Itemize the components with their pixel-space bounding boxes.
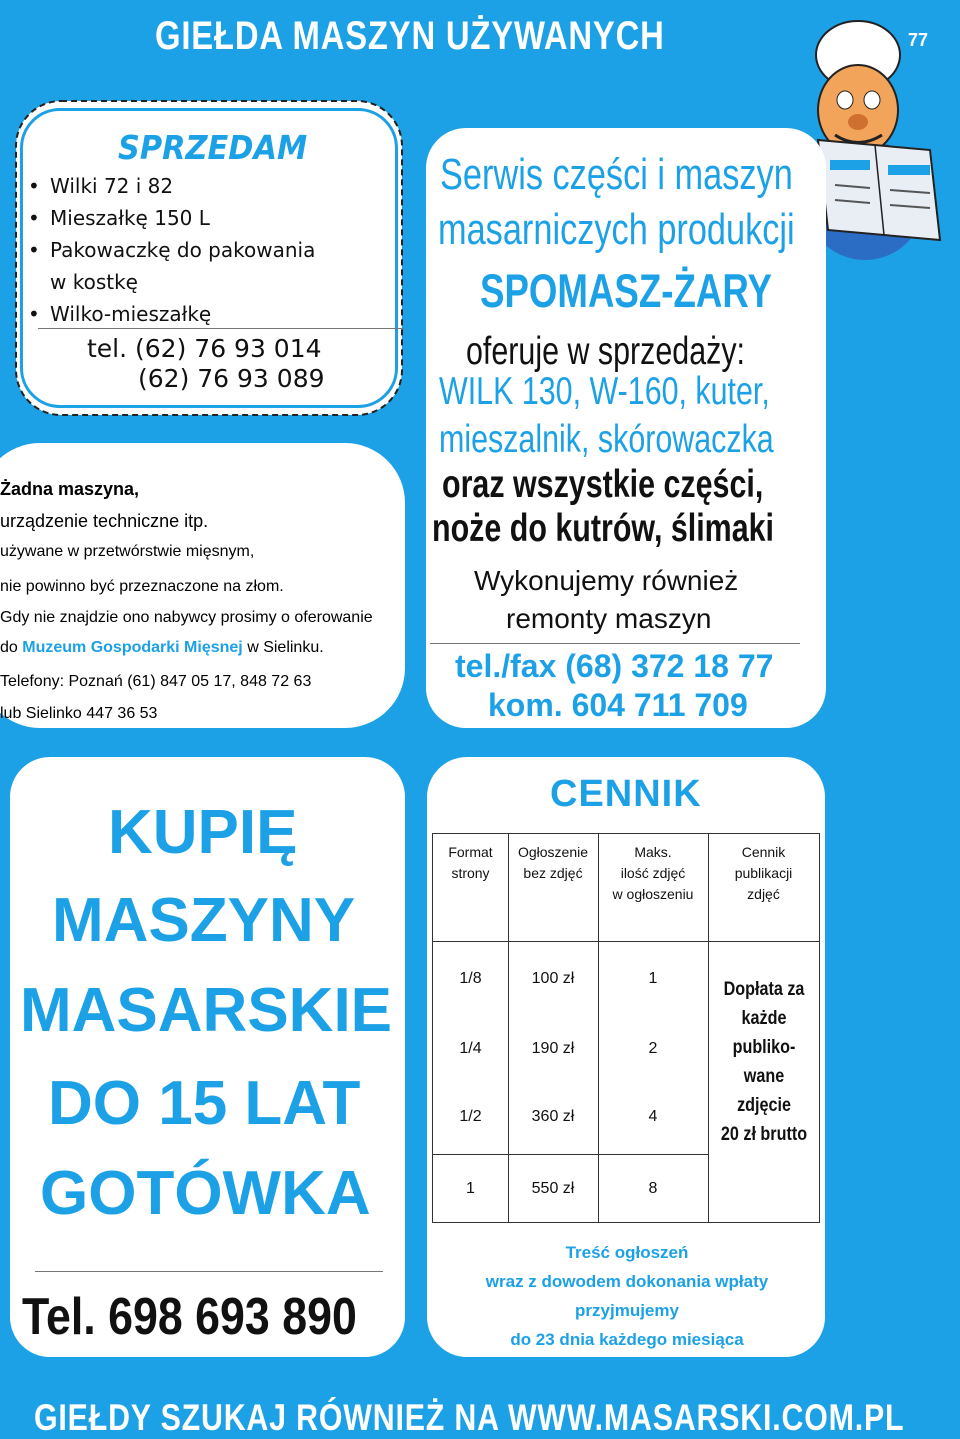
table-header: Maks. ilość zdjęć w ogłoszeniu — [612, 844, 694, 902]
table-cell: 1 — [466, 1180, 475, 1197]
sell-ad-phone-1: tel. (62) 76 93 014 — [87, 334, 322, 363]
list-item: • Mieszałkę 150 L — [28, 206, 210, 230]
table-cell: 8 — [648, 1180, 658, 1197]
buy-ad-line: MASARSKIE — [20, 976, 393, 1045]
sell-ad-list — [30, 170, 315, 330]
table-cell: 550 zł — [531, 1180, 575, 1197]
spomasz-line: oferuje w sprzedaży: — [466, 330, 745, 373]
list-item: • Pakowaczkę do pakowania — [28, 238, 316, 262]
divider — [35, 1271, 383, 1272]
spomasz-mobile: kom. 604 711 709 — [488, 687, 748, 723]
table-header: Cennik publikacji zdjęć — [734, 844, 793, 902]
spomasz-line: noże do kutrów, ślimaki — [432, 507, 775, 550]
table-header: Format strony — [448, 844, 493, 881]
submission-deadline-note: Treść ogłoszeń wraz z dowodem dokonania wpłaty przyjmujemy do 23 dnia każdego miesiąca — [485, 1243, 769, 1349]
spomasz-line: masarniczych produkcji — [438, 205, 795, 254]
notice-line: Gdy nie znajdzie ono nabywcy prosimy o oferowanie — [0, 609, 373, 626]
spomasz-line: oraz wszystkie części, — [442, 463, 764, 506]
divider — [430, 643, 800, 644]
notice-phones: Telefony: Poznań (61) 847 05 17, 848 72 63 — [0, 673, 312, 690]
table-cell: 1/8 — [459, 970, 482, 987]
notice-line: Żadna maszyna, — [0, 479, 140, 499]
buy-ad-line: DO 15 LAT — [48, 1069, 361, 1138]
spomasz-line: Wykonujemy również — [474, 565, 739, 596]
table-cell: 1/2 — [459, 1108, 482, 1125]
list-item: w kostkę — [50, 270, 138, 294]
notice-line: urządzenie techniczne itp. — [0, 511, 209, 531]
museum-name: Muzeum Gospodarki Mięsnej — [22, 639, 243, 656]
sell-ad-title: SPRZEDAM — [118, 128, 308, 167]
table-cell: 1 — [648, 970, 658, 987]
table-cell: 2 — [648, 1040, 658, 1057]
notice-phones-2: lub Sielinko 447 36 53 — [0, 705, 158, 722]
buy-ad-line: GOTÓWKA — [40, 1159, 371, 1228]
price-list-title: CENNIK — [550, 773, 702, 815]
table-cell: 190 zł — [531, 1040, 575, 1057]
spomasz-line: Serwis części i maszyn — [440, 150, 793, 199]
table-cell: 100 zł — [531, 970, 575, 987]
page-title: GIEŁDA MASZYN UŻYWANYCH — [155, 14, 665, 58]
sell-ad-phone-2: (62) 76 93 089 — [138, 364, 325, 393]
divider — [433, 941, 819, 942]
table-cell: 4 — [648, 1108, 658, 1125]
table-cell: 1/4 — [459, 1040, 482, 1057]
notice-line: używane w przetwórstwie mięsnym, — [0, 543, 255, 560]
notice-line: nie powinno być przeznaczone na złom. — [0, 578, 284, 595]
buy-ad-phone: Tel. 698 693 890 — [22, 1288, 357, 1346]
list-item: • Wilki 72 i 82 — [28, 174, 174, 198]
divider — [508, 834, 509, 1222]
footer-website-banner: GIEŁDY SZUKAJ RÓWNIEŻ NA WWW.MASARSKI.COM.PL — [34, 1397, 905, 1438]
notice-museum-line: do Muzeum Gospodarki Mięsnej w Sielinku. — [0, 639, 324, 656]
divider — [38, 328, 404, 329]
buy-ad-line: MASZYNY — [52, 886, 356, 955]
spomasz-line: WILK 130, W-160, kuter, — [439, 370, 770, 413]
divider — [433, 1154, 708, 1155]
list-item: • Wilko-mieszałkę — [28, 302, 212, 326]
spomasz-line: mieszalnik, skórowaczka — [439, 418, 774, 461]
page-number: 77 — [908, 30, 929, 50]
spomasz-company-name: SPOMASZ-ŻARY — [480, 264, 772, 317]
spomasz-line: remonty maszyn — [506, 603, 712, 634]
table-cell: 360 zł — [531, 1108, 575, 1125]
table-header: Ogłoszenie bez zdjęć — [517, 844, 589, 881]
photo-surcharge-note: Dopłata za każde publiko- wane zdjęcie 20 zł brutto — [720, 979, 808, 1145]
spomasz-phone: tel./fax (68) 372 18 77 — [455, 648, 774, 684]
buy-ad-line: KUPIĘ — [108, 798, 298, 867]
